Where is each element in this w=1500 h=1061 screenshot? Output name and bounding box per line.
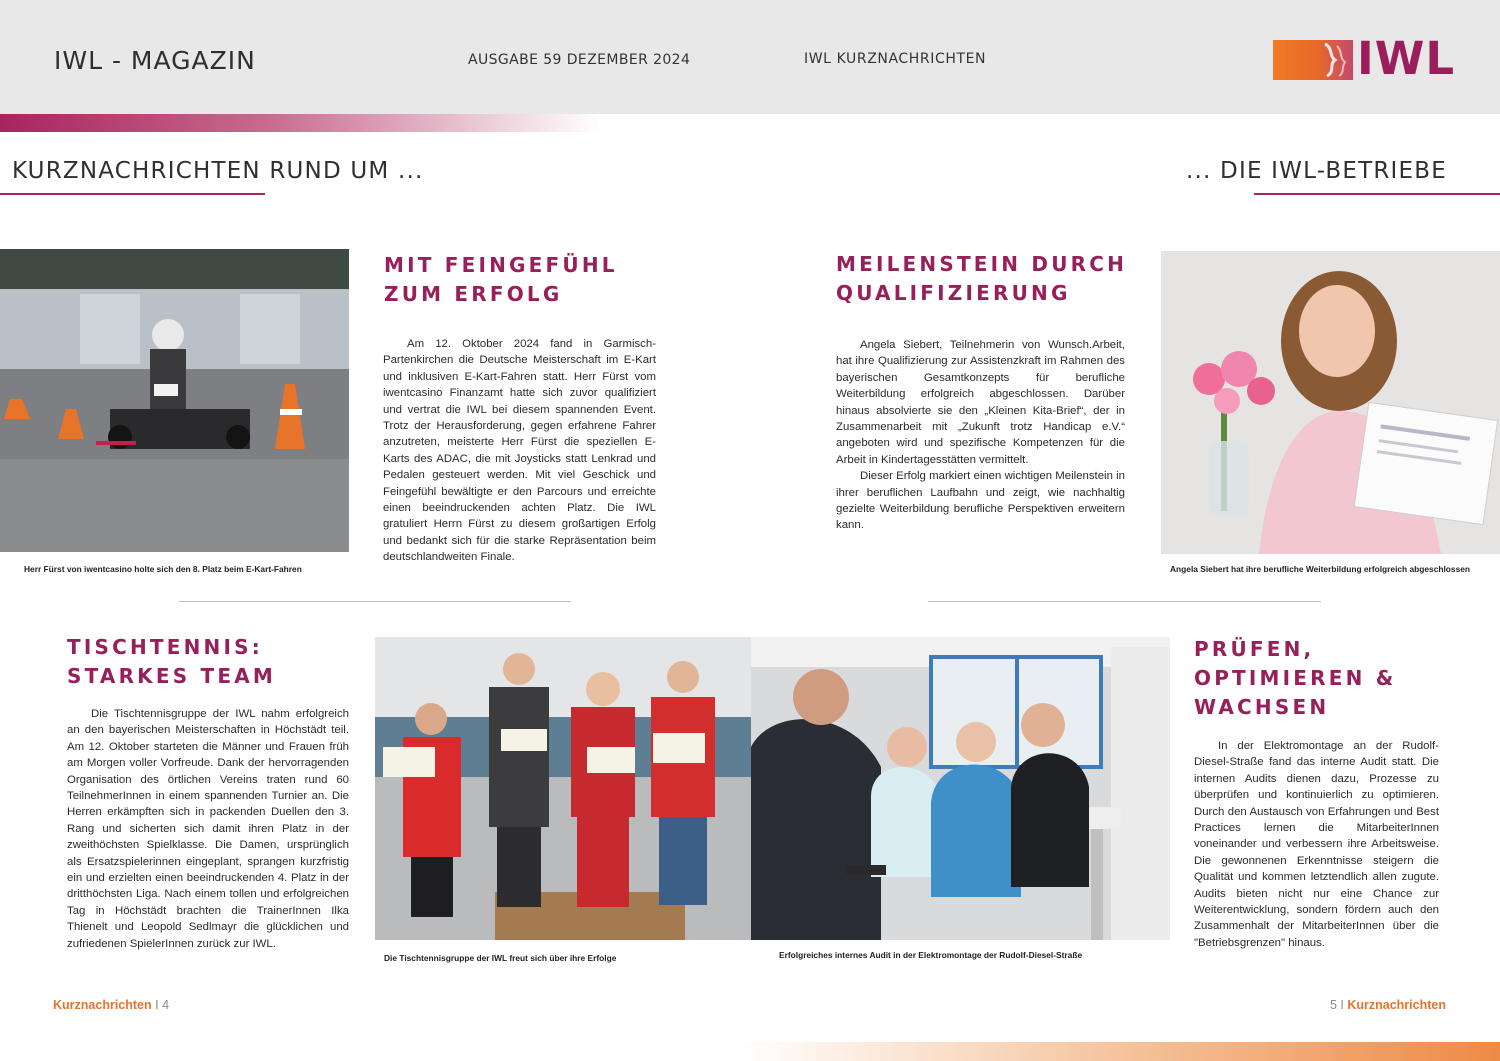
tabletennis-body-paragraph: Die Tischtennisgruppe der IWL nahm erfolgreich an den bayerischen Meisterschaften in Höchstädt teil. Am 12. Oktober starteten die Männer und Frauen früh am Morgen voller Vorfreude. Dank der hervorragenden Organisation des örtlichen Vereins traten rund 60 TeilnehmerInnen in einem spannenden Turnier an. Die Herren erkämpften sich in packenden Duellen den 3. Rang und sicherten sich damit ihren Platz in der zweithöchsten Spielklasse. Die Damen, ursprünglich als Ersatzspielerinnen eingeplant, sprangen kurzfristig ein und erzielten einen beeindruckenden 4. Platz in der dritthöchsten Liga. Nach einem tollen und erfolgreichen Tag in Höchstädt brachten die TrainerInnen Ilka Thienelt und Leopold Sedlmayr die glücklichen und zufriedenen SpielerInnen zurück zur IWL. xyxy=(67,708,349,950)
certificate-photo xyxy=(1161,251,1500,554)
footer-left xyxy=(53,998,169,1012)
qualification-body-paragraph-2: Dieser Erfolg markiert einen wichtigen Meilenstein in ihrer beruflichen Laufbahn und zeigt, wie nachhaltig gezielte Weiterbildung berufliche Perspektiven erweitern kann. xyxy=(836,470,1125,532)
kicker-right-underline xyxy=(1254,193,1500,195)
footer-left-page: 4 xyxy=(162,998,170,1012)
kicker-left-underline xyxy=(0,193,265,195)
tabletennis-caption: Die Tischtennisgruppe der IWL freut sich über ihre Erfolge xyxy=(384,953,617,963)
kart-headline xyxy=(384,251,618,309)
audit-photo xyxy=(751,637,1170,940)
tabletennis-body xyxy=(67,706,349,952)
audit-headline xyxy=(1194,635,1396,722)
bottom-accent-bar xyxy=(740,1042,1500,1061)
kart-caption: Herr Fürst von iwentcasino holte sich den 8. Platz beim E-Kart-Fahren xyxy=(24,564,302,574)
qualification-headline xyxy=(836,250,1127,308)
kart-body xyxy=(383,336,656,566)
audit-headline-line3: WACHSEN xyxy=(1194,695,1330,719)
footer-right xyxy=(1330,998,1446,1012)
footer-left-label: Kurznachrichten xyxy=(53,998,152,1012)
magazine-title: IWL - MAGAZIN xyxy=(54,46,256,75)
issue-date: AUSGABE 59 DEZEMBER 2024 xyxy=(468,52,691,68)
tabletennis-headline-line1: TISCHTENNIS: xyxy=(67,635,263,659)
kart-headline-line1: MIT FEINGEFÜHL xyxy=(384,253,618,277)
footer-right-label: Kurznachrichten xyxy=(1347,998,1446,1012)
divider-right xyxy=(928,601,1321,602)
tabletennis-headline xyxy=(67,633,276,691)
logo-mark-icon xyxy=(1273,40,1353,80)
qualification-caption: Angela Siebert hat ihre berufliche Weiterbildung erfolgreich abgeschlossen xyxy=(1170,564,1471,574)
logo-text: IWL xyxy=(1357,32,1456,85)
audit-caption: Erfolgreiches internes Audit in der Elektromontage der Rudolf-Diesel-Straße xyxy=(779,950,1083,960)
footer-right-page: 5 xyxy=(1329,998,1337,1012)
tabletennis-photo xyxy=(375,637,751,940)
kicker-right: ... DIE IWL-BETRIEBE xyxy=(1186,158,1447,184)
qualification-body xyxy=(836,337,1125,534)
footer-right-separator: I xyxy=(1340,998,1344,1012)
audit-body-paragraph: In der Elektromontage an der Rudolf-Diesel-Straße fand das interne Audit statt. Die internen Audits dienen dazu, Prozesse zu überprüfen und kontinuierlich zu optimieren. Durch den Austausch von Erfahrungen und Best Practices lernen die MitarbeiterInnen voneinander und verbessern ihre Arbeitsweise. Die gewonnenen Erkenntnisse steigern die Qualität und kommen letztendlich allen zugute. Audits bieten nicht nur eine Chance zur Weiterentwicklung, sondern fördern auch den Zusammenhalt der MitarbeiterInnen über die "Betriebsgrenzen" hinaus. xyxy=(1194,740,1439,949)
tabletennis-headline-line2: STARKES TEAM xyxy=(67,664,276,688)
footer-left-separator: I xyxy=(155,998,159,1012)
accent-bar xyxy=(0,114,600,132)
kicker-left: KURZNACHRICHTEN RUND UM ... xyxy=(12,158,424,184)
kart-photo xyxy=(0,249,349,552)
qualification-body-paragraph-1: Angela Siebert, Teilnehmerin von Wunsch.Arbeit, hat ihre Qualifizierung zur Assistenzkraft im Rahmen des bayerischen Gesamtkonzepts für berufliche Weiterbildung erfolgreich abgeschlossen. Darüber hinaus absolvierte sie den „Kleinen Kita-Brief“, der in Zusammenarbeit mit „Zukunft trotz Handicap e.V.“ angeboten wird und spezifische Kompetenzen für die Arbeit in Kindertagesstätten vermittelt. xyxy=(836,339,1125,466)
qualification-headline-line1: MEILENSTEIN DURCH xyxy=(836,252,1128,276)
divider-left xyxy=(179,601,571,602)
iwl-logo xyxy=(1273,32,1456,85)
audit-headline-line2: OPTIMIEREN & xyxy=(1194,666,1397,690)
audit-body xyxy=(1194,738,1439,951)
section-name: IWL KURZNACHRICHTEN xyxy=(804,51,987,67)
audit-headline-line1: PRÜFEN, xyxy=(1194,637,1315,661)
qualification-headline-line2: QUALIFIZIERUNG xyxy=(836,281,1071,305)
kart-headline-line2: ZUM ERFOLG xyxy=(384,282,563,306)
kart-body-paragraph: Am 12. Oktober 2024 fand in Garmisch-Partenkirchen die Deutsche Meisterschaft im E-Kart und inklusiven E-Kart-Fahren statt. Herr Fürst vom iwentcasino Finanzamt hatte sich zuvor qualifiziert und vertrat die IWL bei diesem spannenden Event. Trotz der Herausforderung, gegen erfahrene Fahrer anzutreten, meisterte Herr Fürst die speziellen E-Karts des ADAC, die mit Joysticks statt Lenkrad und Pedalen gesteuert werden. Mit viel Geschick und Feingefühl bewältigte er den Parcours und erreichte einen beeindruckenden achten Platz. Die IWL gratuliert Herrn Fürst zu diesem großartigen Erfolg und bedankt sich für die starke Repräsentation beim deutschlandweiten Finale. xyxy=(383,338,656,564)
